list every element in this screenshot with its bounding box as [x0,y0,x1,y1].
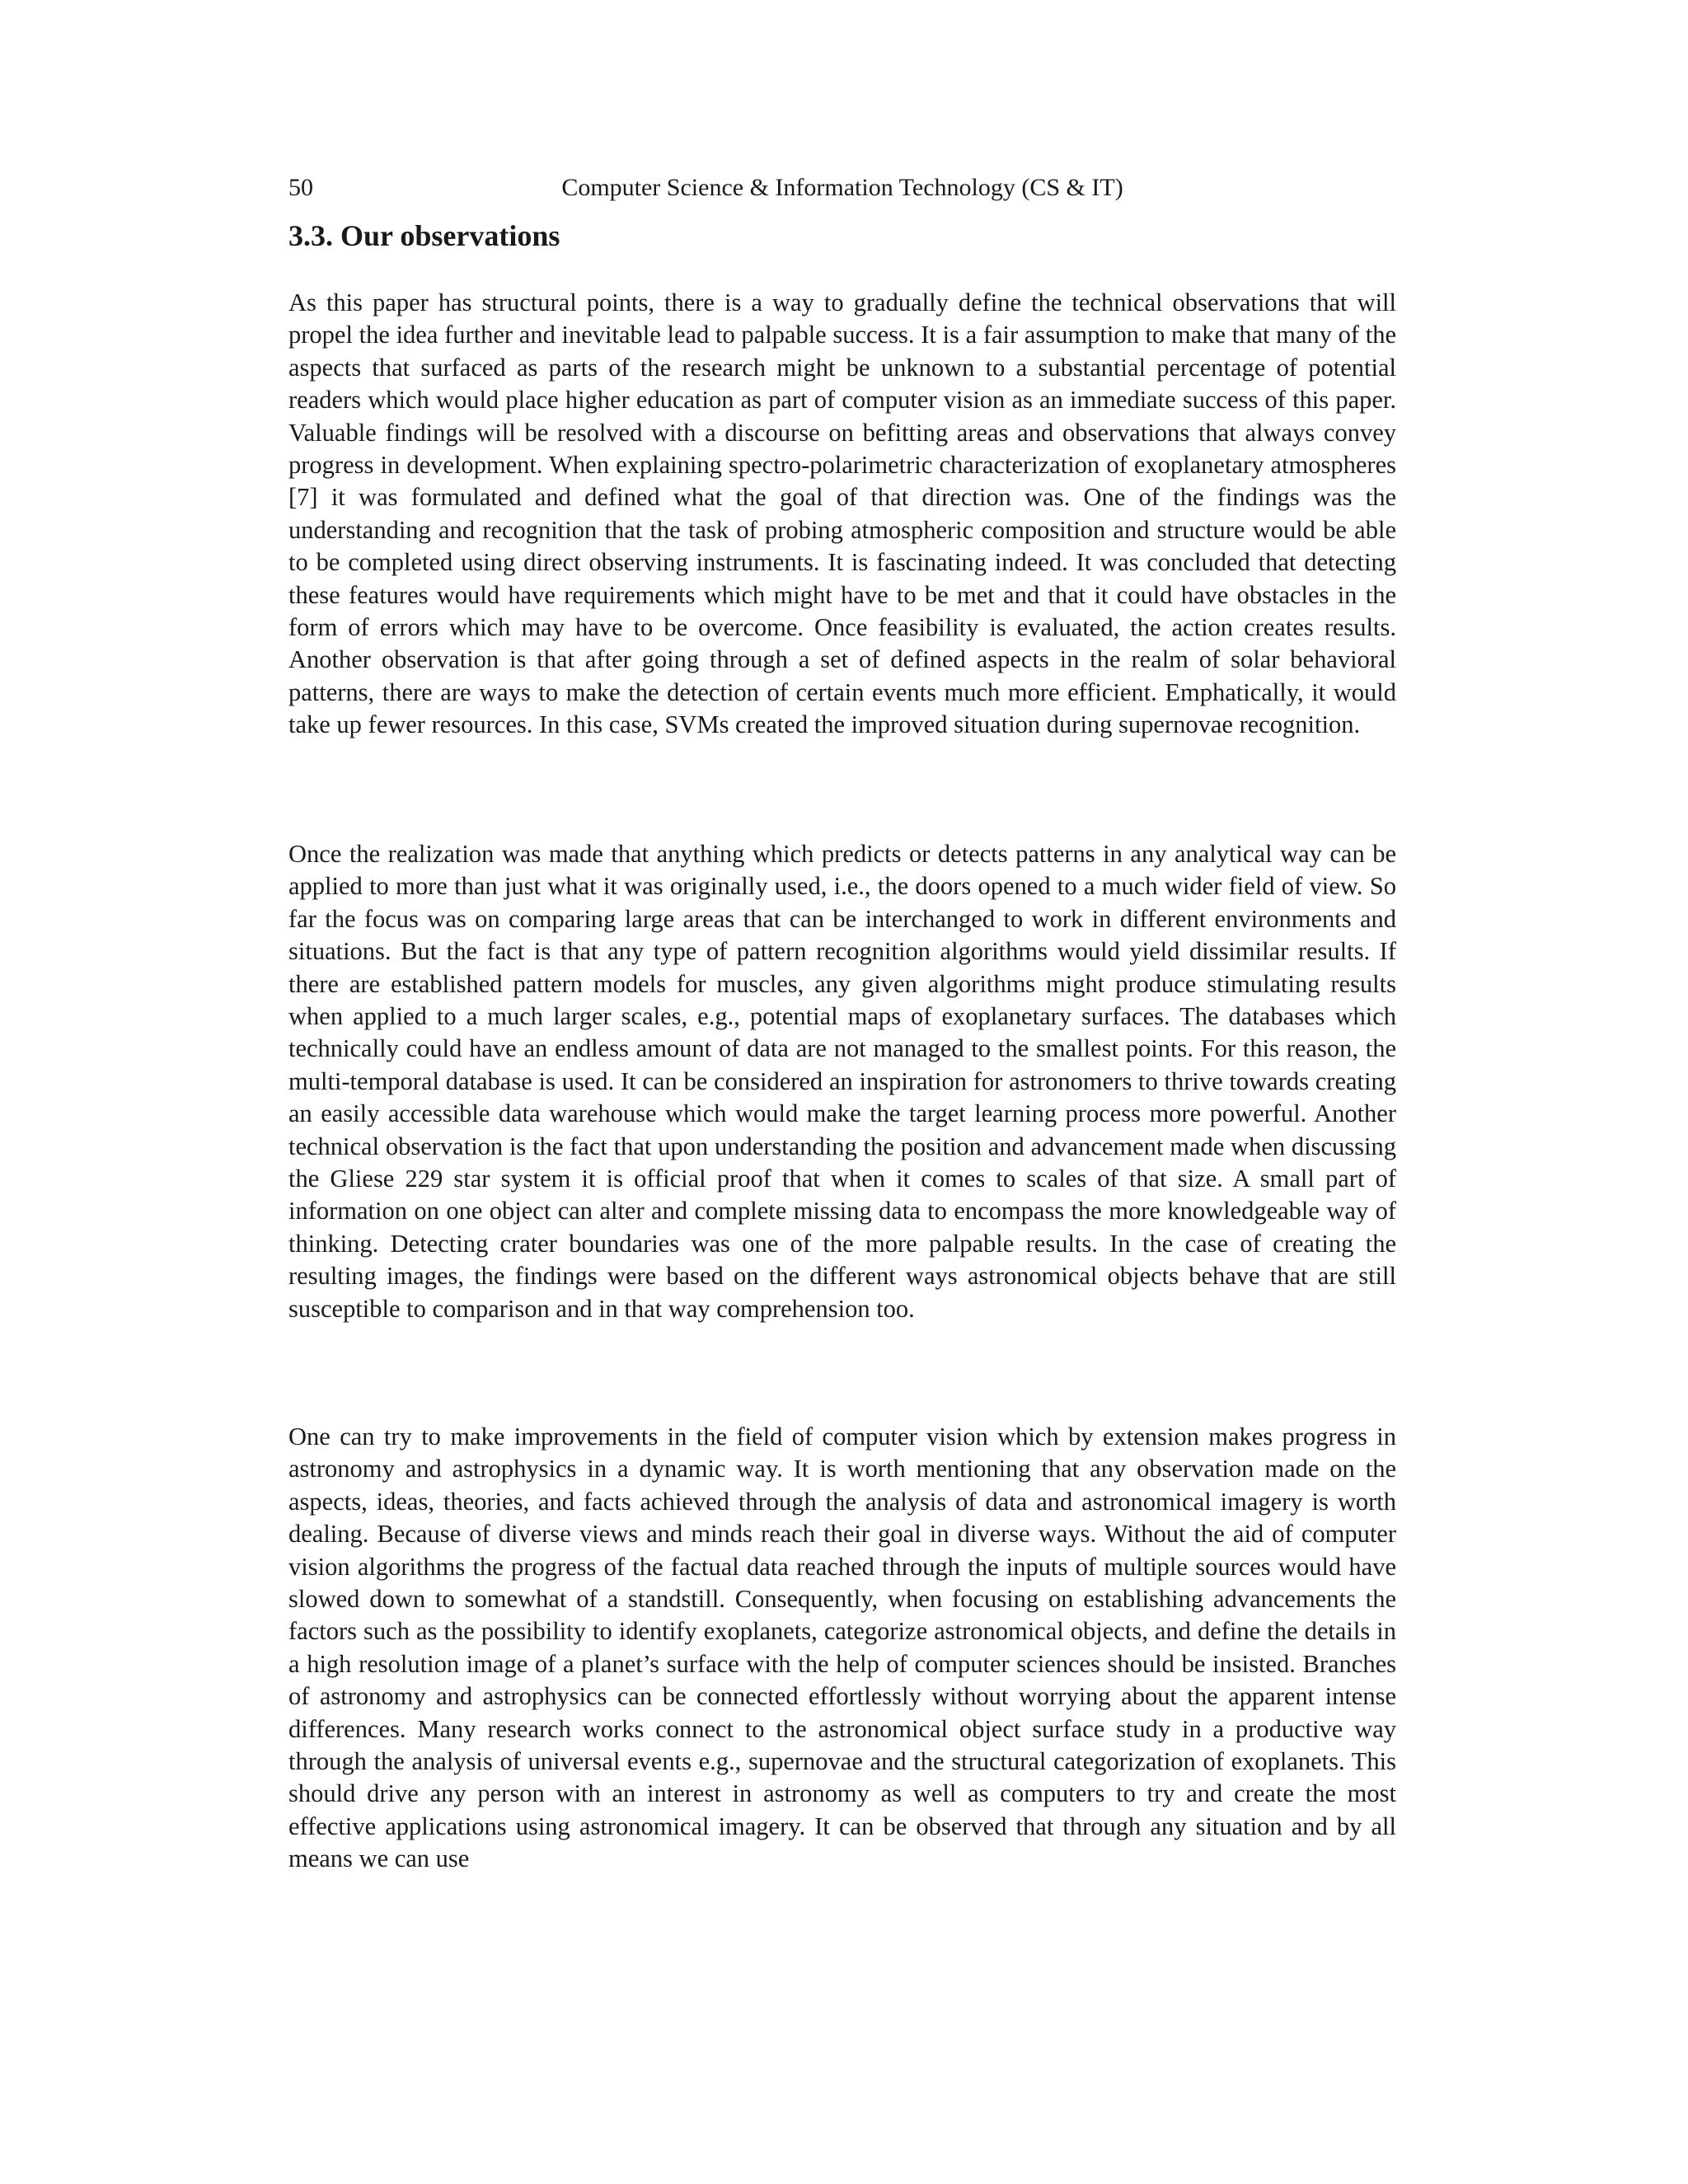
section-heading: 3.3. Our observations [288,219,560,252]
running-header [288,170,1396,206]
body-paragraph: Once the realization was made that anything which predicts or detects patterns in any analytical way can be applied to more than just what it was originally used, i.e., the doors opened to a much wider field of view. So far the focus was on comparing large areas that can be interchanged to work in different environments and situations. But the fact is that any type of pattern recognition algorithms would yield dissimilar results. If there are established pattern models for muscles, any given algorithms might produce stimulating results when applied to a much larger scales, e.g., potential maps of exoplanetary surfaces. The databases which technically could have an endless amount of data are not managed to the smallest points. For this reason, the multi-temporal database is used. It can be considered an inspiration for astronomers to thrive towards creating an easily accessible data warehouse which would make the target learning process more powerful. Another technical observation is the fact that upon understanding the position and advancement made when discussing the Gliese 229 star system it is official proof that when it comes to scales of that size. A small part of information on one object can alter and complete missing data to encompass the more knowledgeable way of thinking. Detecting crater boundaries was one of the more palpable results. In the case of creating the resulting images, the findings were based on the different ways astronomical objects behave that are still susceptible to comparison and in that way comprehension too. [288,840,1396,1323]
body-paragraph: As this paper has structural points, there is a way to gradually define the technical observations that will propel the idea further and inevitable lead to palpable success. It is a fair assumption to make that many of the aspects that surfaced as parts of the research might be unknown to a substantial percentage of potential readers which would place higher education as part of computer vision as an immediate success of this paper. Valuable findings will be resolved with a discourse on befitting areas and observations that always convey progress in development. When explaining spectro-polarimetric characterization of exoplanetary atmospheres [7] it was formulated and defined what the goal of that direction was. One of the findings was the understanding and recognition that the task of probing atmospheric composition and structure would be able to be completed using direct observing instruments. It is fascinating indeed. It was concluded that detecting these features would have requirements which might have to be met and that it could have obstacles in the form of errors which may have to be overcome. Once feasibility is evaluated, the action creates results. Another observation is that after going through a set of defined aspects in the realm of solar behavioral patterns, there are ways to make the detection of certain events much more efficient. Emphatically, it would take up fewer resources. In this case, SVMs created the improved situation during supernovae recognition. [288,288,1396,739]
journal-title: Computer Science & Information Technology (CS & IT) [561,174,1123,201]
body-paragraph: One can try to make improvements in the field of computer vision which by extension makes progress in astronomy and astrophysics in a dynamic way. It is worth mentioning that any observation made on the aspects, ideas, theories, and facts achieved through the analysis of data and astronomical imagery is worth dealing. Because of diverse views and minds reach their goal in diverse ways. Without the aid of computer vision algorithms the progress of the factual data reached through the inputs of multiple sources would have slowed down to somewhat of a standstill. Consequently, when focusing on establishing advancements the factors such as the possibility to identify exoplanets, categorize astronomical objects, and define the details in a high resolution image of a planet’s surface with the help of computer sciences should be insisted. Branches of astronomy and astrophysics can be connected effortlessly without worrying about the apparent intense differences. Many research works connect to the astronomical object surface study in a productive way through the analysis of universal events e.g., supernovae and the structural categorization of exoplanets. This should drive any person with an interest in astronomy as well as computers to try and create the most effective applications using astronomical imagery. It can be observed that through any situation and by all means we can use [288,1422,1396,1873]
page-number: 50 [288,174,313,201]
